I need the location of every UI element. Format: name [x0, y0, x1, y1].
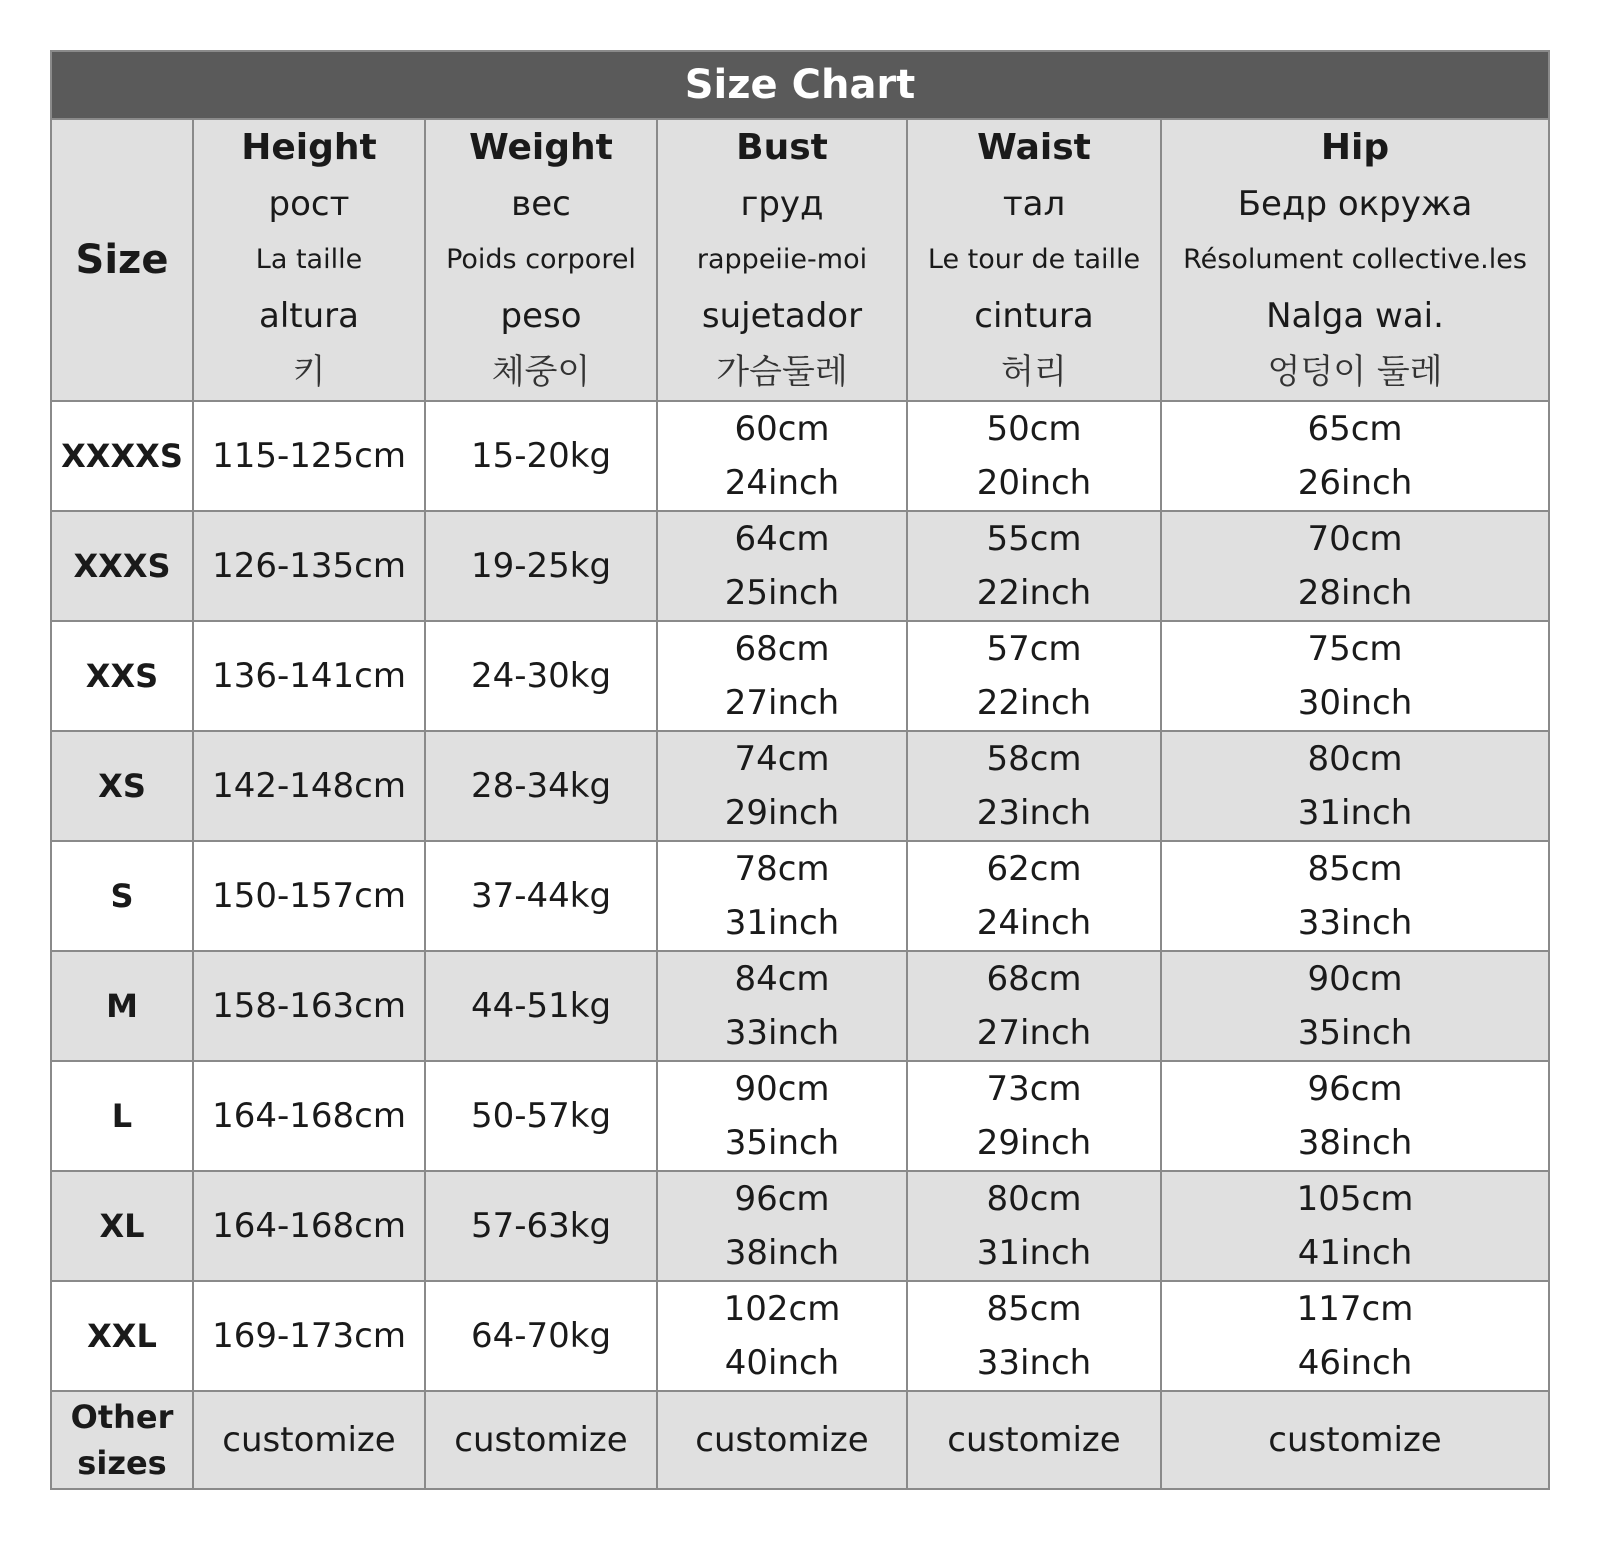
hip-cell-line: 31inch: [1297, 793, 1413, 833]
hip-cell-line: 65cm: [1307, 409, 1403, 449]
hip-cell-line: 30inch: [1297, 683, 1413, 723]
hip-cell: [1161, 1061, 1549, 1171]
height-cell: 115-125cm: [193, 401, 425, 511]
weight-cell: 37-44kg: [425, 841, 657, 951]
hip-cell-line: 41inch: [1297, 1233, 1413, 1273]
customize-cell: customize: [1161, 1391, 1549, 1489]
hip-cell: [1161, 401, 1549, 511]
hip-cell-line: 117cm: [1296, 1289, 1414, 1329]
hip-cell-line: 35inch: [1297, 1013, 1413, 1053]
header-label-ru: вес: [511, 184, 571, 224]
waist-cell: [907, 951, 1161, 1061]
hip-cell-line: 33inch: [1297, 903, 1413, 943]
waist-cell-line: 29inch: [976, 1123, 1092, 1163]
bust-cell-line: 68cm: [734, 629, 830, 669]
bust-cell-line: 60cm: [734, 409, 830, 449]
header-label-ko: 가슴둘레: [716, 352, 848, 392]
header-label-ru: рост: [268, 184, 350, 224]
header-label-ko: 키: [292, 352, 326, 392]
size-cell: S: [51, 841, 193, 951]
size-cell: XXXS: [51, 511, 193, 621]
other-sizes-row: [51, 1391, 1549, 1489]
waist-cell-line: 24inch: [976, 903, 1092, 943]
hip-cell-line: 26inch: [1297, 463, 1413, 503]
header-label-ru: Бедр окружа: [1237, 184, 1473, 224]
bust-cell-line: 64cm: [734, 519, 830, 559]
height-cell: 158-163cm: [193, 951, 425, 1061]
hip-cell-line: 96cm: [1307, 1069, 1403, 1109]
header-label-ko: 체중이: [491, 352, 591, 392]
size-cell: XL: [51, 1171, 193, 1281]
size-header: Size: [51, 119, 193, 401]
bust-cell-line: 29inch: [724, 793, 840, 833]
header-row: [51, 119, 1549, 401]
header-label-es: sujetador: [701, 296, 863, 336]
hip-cell-line: 85cm: [1307, 849, 1403, 889]
header-label-ko: 허리: [1001, 352, 1067, 392]
chart-body: [51, 401, 1549, 1489]
waist-cell-line: 20inch: [976, 463, 1092, 503]
header-label-ru: груд: [740, 184, 824, 224]
waist-cell-line: 27inch: [976, 1013, 1092, 1053]
waist-cell-line: 58cm: [986, 739, 1082, 779]
weight-cell: 57-63kg: [425, 1171, 657, 1281]
waist-cell-line: 33inch: [976, 1343, 1092, 1383]
column-header-height: [193, 119, 425, 401]
header-label-en: Hip: [1320, 127, 1390, 168]
header-label-es: peso: [500, 296, 582, 336]
bust-cell: [657, 731, 907, 841]
waist-cell-line: 23inch: [976, 793, 1092, 833]
column-header-hip: [1161, 119, 1549, 401]
waist-cell: [907, 841, 1161, 951]
waist-cell: [907, 1281, 1161, 1391]
size-cell: XS: [51, 731, 193, 841]
customize-cell: customize: [907, 1391, 1161, 1489]
hip-cell: [1161, 1281, 1549, 1391]
hip-cell-line: 80cm: [1307, 739, 1403, 779]
waist-cell-line: 68cm: [986, 959, 1082, 999]
size-cell: XXS: [51, 621, 193, 731]
bust-cell-line: 78cm: [734, 849, 830, 889]
waist-cell-line: 22inch: [976, 573, 1092, 613]
header-label-es: altura: [259, 296, 359, 336]
bust-cell-line: 35inch: [724, 1123, 840, 1163]
height-cell: 142-148cm: [193, 731, 425, 841]
size-chart-table: [50, 50, 1550, 1490]
waist-cell: [907, 1061, 1161, 1171]
bust-cell-line: 84cm: [734, 959, 830, 999]
customize-cell: customize: [657, 1391, 907, 1489]
waist-cell-line: 62cm: [986, 849, 1082, 889]
hip-cell: [1161, 841, 1549, 951]
header-label-fr: Le tour de taille: [927, 244, 1141, 275]
bust-cell: [657, 1061, 907, 1171]
column-header-waist: [907, 119, 1161, 401]
header-label-fr: La taille: [255, 244, 363, 275]
table-row: [51, 1061, 1549, 1171]
table-row: [51, 731, 1549, 841]
size-cell: M: [51, 951, 193, 1061]
weight-cell: 50-57kg: [425, 1061, 657, 1171]
hip-cell-line: 75cm: [1307, 629, 1403, 669]
bust-cell: [657, 621, 907, 731]
waist-cell-line: 22inch: [976, 683, 1092, 723]
bust-cell-line: 38inch: [724, 1233, 840, 1273]
other-sizes-label-line: sizes: [77, 1444, 167, 1482]
height-cell: 164-168cm: [193, 1171, 425, 1281]
waist-cell-line: 73cm: [986, 1069, 1082, 1109]
table-row: [51, 1171, 1549, 1281]
hip-cell-line: 38inch: [1297, 1123, 1413, 1163]
column-header-weight: [425, 119, 657, 401]
hip-cell-line: 70cm: [1307, 519, 1403, 559]
header-label-es: Nalga wai.: [1266, 296, 1444, 336]
customize-cell: customize: [425, 1391, 657, 1489]
header-label-fr: Poids corporel: [446, 244, 636, 275]
bust-cell-line: 27inch: [724, 683, 840, 723]
header-label-ru: тал: [1002, 184, 1066, 224]
bust-cell-line: 90cm: [734, 1069, 830, 1109]
height-cell: 126-135cm: [193, 511, 425, 621]
height-cell: 136-141cm: [193, 621, 425, 731]
weight-cell: 64-70kg: [425, 1281, 657, 1391]
waist-cell: [907, 511, 1161, 621]
waist-cell: [907, 731, 1161, 841]
table-row: [51, 511, 1549, 621]
table-row: [51, 951, 1549, 1061]
hip-cell-line: 28inch: [1297, 573, 1413, 613]
hip-cell-line: 90cm: [1307, 959, 1403, 999]
header-label-en: Weight: [469, 127, 613, 168]
bust-cell: [657, 951, 907, 1061]
header-label-fr: Résolument collective.les: [1183, 244, 1527, 275]
column-header-bust: [657, 119, 907, 401]
hip-cell: [1161, 951, 1549, 1061]
customize-cell: customize: [193, 1391, 425, 1489]
title-row: [51, 51, 1549, 119]
height-cell: 150-157cm: [193, 841, 425, 951]
hip-cell: [1161, 511, 1549, 621]
waist-cell: [907, 1171, 1161, 1281]
header-label-en: Height: [241, 127, 377, 168]
bust-cell-line: 40inch: [724, 1343, 840, 1383]
bust-cell-line: 33inch: [724, 1013, 840, 1053]
hip-cell: [1161, 621, 1549, 731]
header-label-fr: rappeiie-moi: [696, 244, 868, 275]
bust-cell-line: 96cm: [734, 1179, 830, 1219]
chart-title: Size Chart: [51, 51, 1549, 119]
waist-cell: [907, 621, 1161, 731]
size-cell: XXL: [51, 1281, 193, 1391]
weight-cell: 15-20kg: [425, 401, 657, 511]
header-label-en: Waist: [977, 127, 1091, 168]
height-cell: 164-168cm: [193, 1061, 425, 1171]
table-row: [51, 621, 1549, 731]
bust-cell: [657, 511, 907, 621]
waist-cell-line: 50cm: [986, 409, 1082, 449]
hip-cell: [1161, 1171, 1549, 1281]
header-label-ko: 엉덩이 둘레: [1267, 352, 1443, 392]
bust-cell: [657, 1281, 907, 1391]
bust-cell-line: 31inch: [724, 903, 840, 943]
weight-cell: 44-51kg: [425, 951, 657, 1061]
table-row: [51, 1281, 1549, 1391]
bust-cell-line: 102cm: [723, 1289, 841, 1329]
bust-cell: [657, 401, 907, 511]
waist-cell-line: 85cm: [986, 1289, 1082, 1329]
weight-cell: 28-34kg: [425, 731, 657, 841]
height-cell: 169-173cm: [193, 1281, 425, 1391]
waist-cell: [907, 401, 1161, 511]
header-label-en: Bust: [736, 127, 828, 168]
bust-cell: [657, 1171, 907, 1281]
weight-cell: 24-30kg: [425, 621, 657, 731]
hip-cell-line: 105cm: [1296, 1179, 1414, 1219]
table-row: [51, 841, 1549, 951]
waist-cell-line: 57cm: [986, 629, 1082, 669]
bust-cell: [657, 841, 907, 951]
size-cell: L: [51, 1061, 193, 1171]
header-label-es: cintura: [974, 296, 1094, 336]
table-row: [51, 401, 1549, 511]
weight-cell: 19-25kg: [425, 511, 657, 621]
waist-cell-line: 80cm: [986, 1179, 1082, 1219]
hip-cell-line: 46inch: [1297, 1343, 1413, 1383]
hip-cell: [1161, 731, 1549, 841]
waist-cell-line: 31inch: [976, 1233, 1092, 1273]
bust-cell-line: 74cm: [734, 739, 830, 779]
other-sizes-label-line: Other: [70, 1398, 174, 1436]
waist-cell-line: 55cm: [986, 519, 1082, 559]
bust-cell-line: 25inch: [724, 573, 840, 613]
other-sizes-label: [51, 1391, 193, 1489]
size-cell: XXXXS: [51, 401, 193, 511]
bust-cell-line: 24inch: [724, 463, 840, 503]
